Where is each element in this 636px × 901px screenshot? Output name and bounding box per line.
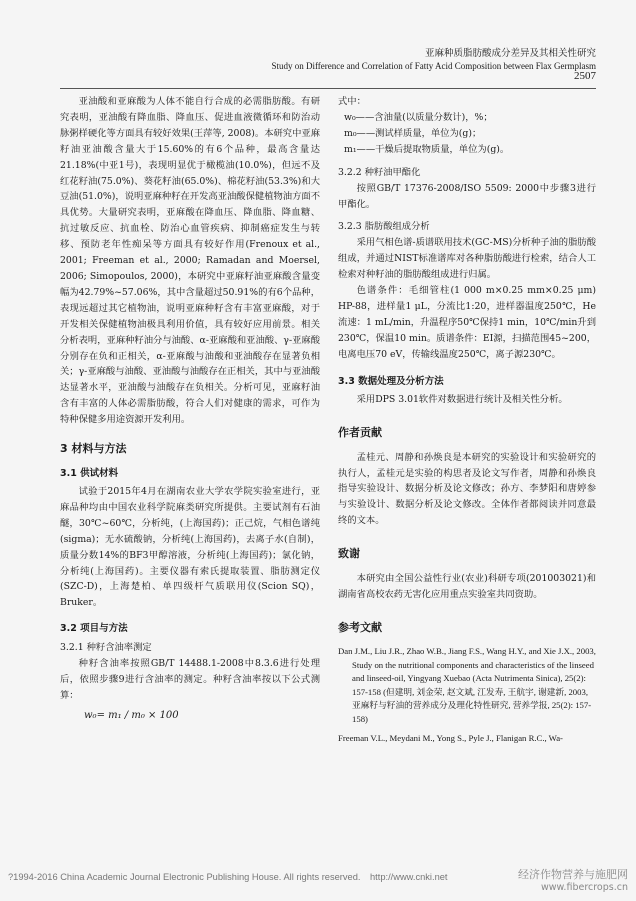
formula-definition: w₀——含油量(以质量分数计)，%；: [344, 111, 493, 123]
chromatography-paragraph: 色谱条件：毛细管柱(1 000 m×0.25 mm×0.25 μm) HP-88，进样量1 μL，分流比1:20，进样器温度250℃，He流速：1 mL/min，升温程序50℃保持1 min，10℃/min升到230℃，保温10 min。质谱条件：EI源，扫描范围45~200，电离电压70 eV，传输线温度250℃，离子源230℃。: [338, 285, 596, 360]
subsubsection-heading-methylation: 3.2.2 种籽油甲酯化: [338, 166, 421, 178]
running-title-cn: 亚麻种质脂肪酸成分差异及其相关性研究: [424, 48, 596, 59]
discussion-paragraph: 亚油酸和亚麻酸为人体不能自行合成的必需脂肪酸。有研究表明，亚油酸有降血脂、降血压、促进血液微循环和防治动脉粥样硬化等方面具有较好效果(王萍等, 2008)。本研究中亚麻籽油亚油酸含量大于15.60%的有6个品种，最高含量达21.18%(中亚1号)，表现明显优于橄榄油(10.0%)，但远不及红花籽油(75.0%)、葵花籽油(65.0%)、棉花籽油(53.3%)和大豆油(51.0%)，说明亚麻种籽在开发高亚油酸保健植物油方面不具优势。大量研究表明，亚麻酸在降血压、降血脂、降血糖、抗过敏反应、抗血栓、防治心血管疾病、抑制癌症发生与转移、预防老年性痴呆等方面具有较好作用(Frenoux et al., 2001; Freeman et al., 2000; Ramadan and Moersel, 2006; Simopoulos, 2000)，本研究中亚麻籽油亚麻酸含量变幅为42.79%~57.06%，其中含量超过50.91%的有6个品种，表现远超过其它植物油，说明亚麻种籽含有丰富亚麻酸，对于开发相关保健植物油极具利用价值，具有较好应用前景。相关分析表明，亚麻种籽油分与油酸、α-亚麻酸和亚油酸、γ-亚麻酸分别存在负和正相关，α-亚麻酸与油酸和亚油酸存在显著负相关；γ-亚麻酸与油酸、亚油酸与油酸存在正相关，其中与亚油酸达显著水平，亚油酸与油酸存在负相关。分析可见，亚麻籽油含有丰富的人体必需脂肪酸，符合人们对健康的需求，可作为特种保健多用途资源开发利用。: [60, 96, 320, 426]
section-heading-materials: 3 材料与方法: [60, 442, 127, 456]
contributions-paragraph: 孟桂元、周静和孙焕良是本研究的实验设计和实验研究的执行人，孟桂元是实验的构思者及论文写作者，周静和孙焕良指导实验设计、数据分析及论文修改；孙方、李梦阳和唐婷参与实验设计、数据分析及论文修改。全体作者都阅读并同意最终的文本。: [338, 451, 596, 527]
watermark: [518, 866, 628, 893]
references-heading: 参考文献: [338, 620, 382, 634]
subsection-heading-materials: 3.1 供试材料: [60, 468, 119, 480]
acknowledgements-heading: 致谢: [338, 547, 360, 561]
site-link[interactable]: http://www.cnki.net: [370, 872, 448, 882]
watermark-cn: 经济作物营养与施肥网: [518, 868, 628, 881]
running-header: [271, 47, 596, 73]
subsubsection-heading-oil: 3.2.1 种籽含油率测定: [60, 642, 152, 654]
contributions-heading: 作者贡献: [338, 425, 382, 439]
subsection-heading-data: 3.3 数据处理及分析方法: [338, 375, 444, 387]
oil-method-paragraph: 种籽含油率按照GB/T 14488.1-2008中8.3.6进行处理后，依照步骤9进行含油率的测定。种籽含油率按以下公式测算：: [60, 658, 320, 702]
oil-formula: w₀= m₁ / m₀ × 100: [84, 710, 179, 721]
materials-paragraph: 试验于2015年4月在湖南农业大学农学院实验室进行，亚麻品种均由中国农业科学院麻类研究所提供。主要试剂有石油醚，30℃~60℃，分析纯，(上海国药)；正己烷，气相色谱纯(sigma)；无水硫酸钠，分析纯(上海国药)，去离子水(自制)，质量分数14%的BF3甲醇溶液，分析纯(上海国药)；氯化钠，分析纯(上海国药)。主要仪器有索氏提取装置、脂肪测定仪(SZC-D)，上海楚柏、单四级杆气质联用仪(Scion SQ)，Bruker。: [60, 486, 320, 609]
formula-definition: m₀——测试样质量，单位为(g)；: [344, 127, 482, 139]
right-column: [338, 94, 596, 750]
reference-item: Freeman V.L., Meydani M., Yong S., Pyle J., Flanigan R.C., Wa-: [338, 732, 563, 743]
left-column: [60, 94, 320, 727]
formula-definition: m₁——干燥后提取物质量，单位为(g)。: [344, 143, 510, 155]
watermark-en: www.fibercrops.cn: [541, 882, 628, 893]
reference-item: Dan J.M., Liu J.R., Zhao W.B., Jiang F.S., Wang H.Y., and Xie J.X., 2003, Study on the nutritional components and characteristics of the linseed and linseed-oil, Yingyang Xuebao (Acta Nutrimenta Sinica), 25(2): 157-158 (但建明, 刘金荣, 赵文斌, 江发寿, 王航宇, 谢建新, 2003, 亚麻籽与籽油的营养成分及理化特性研究, 营养学报, 25(2): 157-158): [338, 645, 596, 724]
copyright-notice: ?1994-2016 China Academic Journal Electronic Publishing House. All rights reserved.: [8, 872, 361, 882]
data-analysis-paragraph: 采用DPS 3.01软件对数据进行统计及相关性分析。: [356, 393, 568, 405]
formula-intro: 式中：: [338, 96, 366, 107]
header-rule: [60, 88, 596, 89]
acknowledgements-paragraph: 本研究由全国公益性行业(农业)科研专项(201003021)和湖南省高校农药无害化应用重点实验室共同资助。: [338, 573, 596, 601]
methylation-paragraph: 按照GB/T 17376-2008/ISO 5509: 2000中步骤3进行甲酯化。: [338, 182, 596, 210]
running-title-en: Study on Difference and Correlation of Fatty Acid Composition between Flax Germplasm: [271, 61, 596, 71]
subsubsection-heading-composition: 3.2.3 脂肪酸组成分析: [338, 221, 430, 233]
page-number: 2507: [574, 70, 596, 82]
composition-paragraph: 采用气相色谱-质谱联用技术(GC-MS)分析种子油的脂肪酸组成，并通过NIST标准谱库对各种脂肪酸进行检索，结合人工检索对种籽油的脂肪酸组成进行归属。: [338, 237, 596, 281]
subsection-heading-methods: 3.2 项目与方法: [60, 623, 128, 635]
